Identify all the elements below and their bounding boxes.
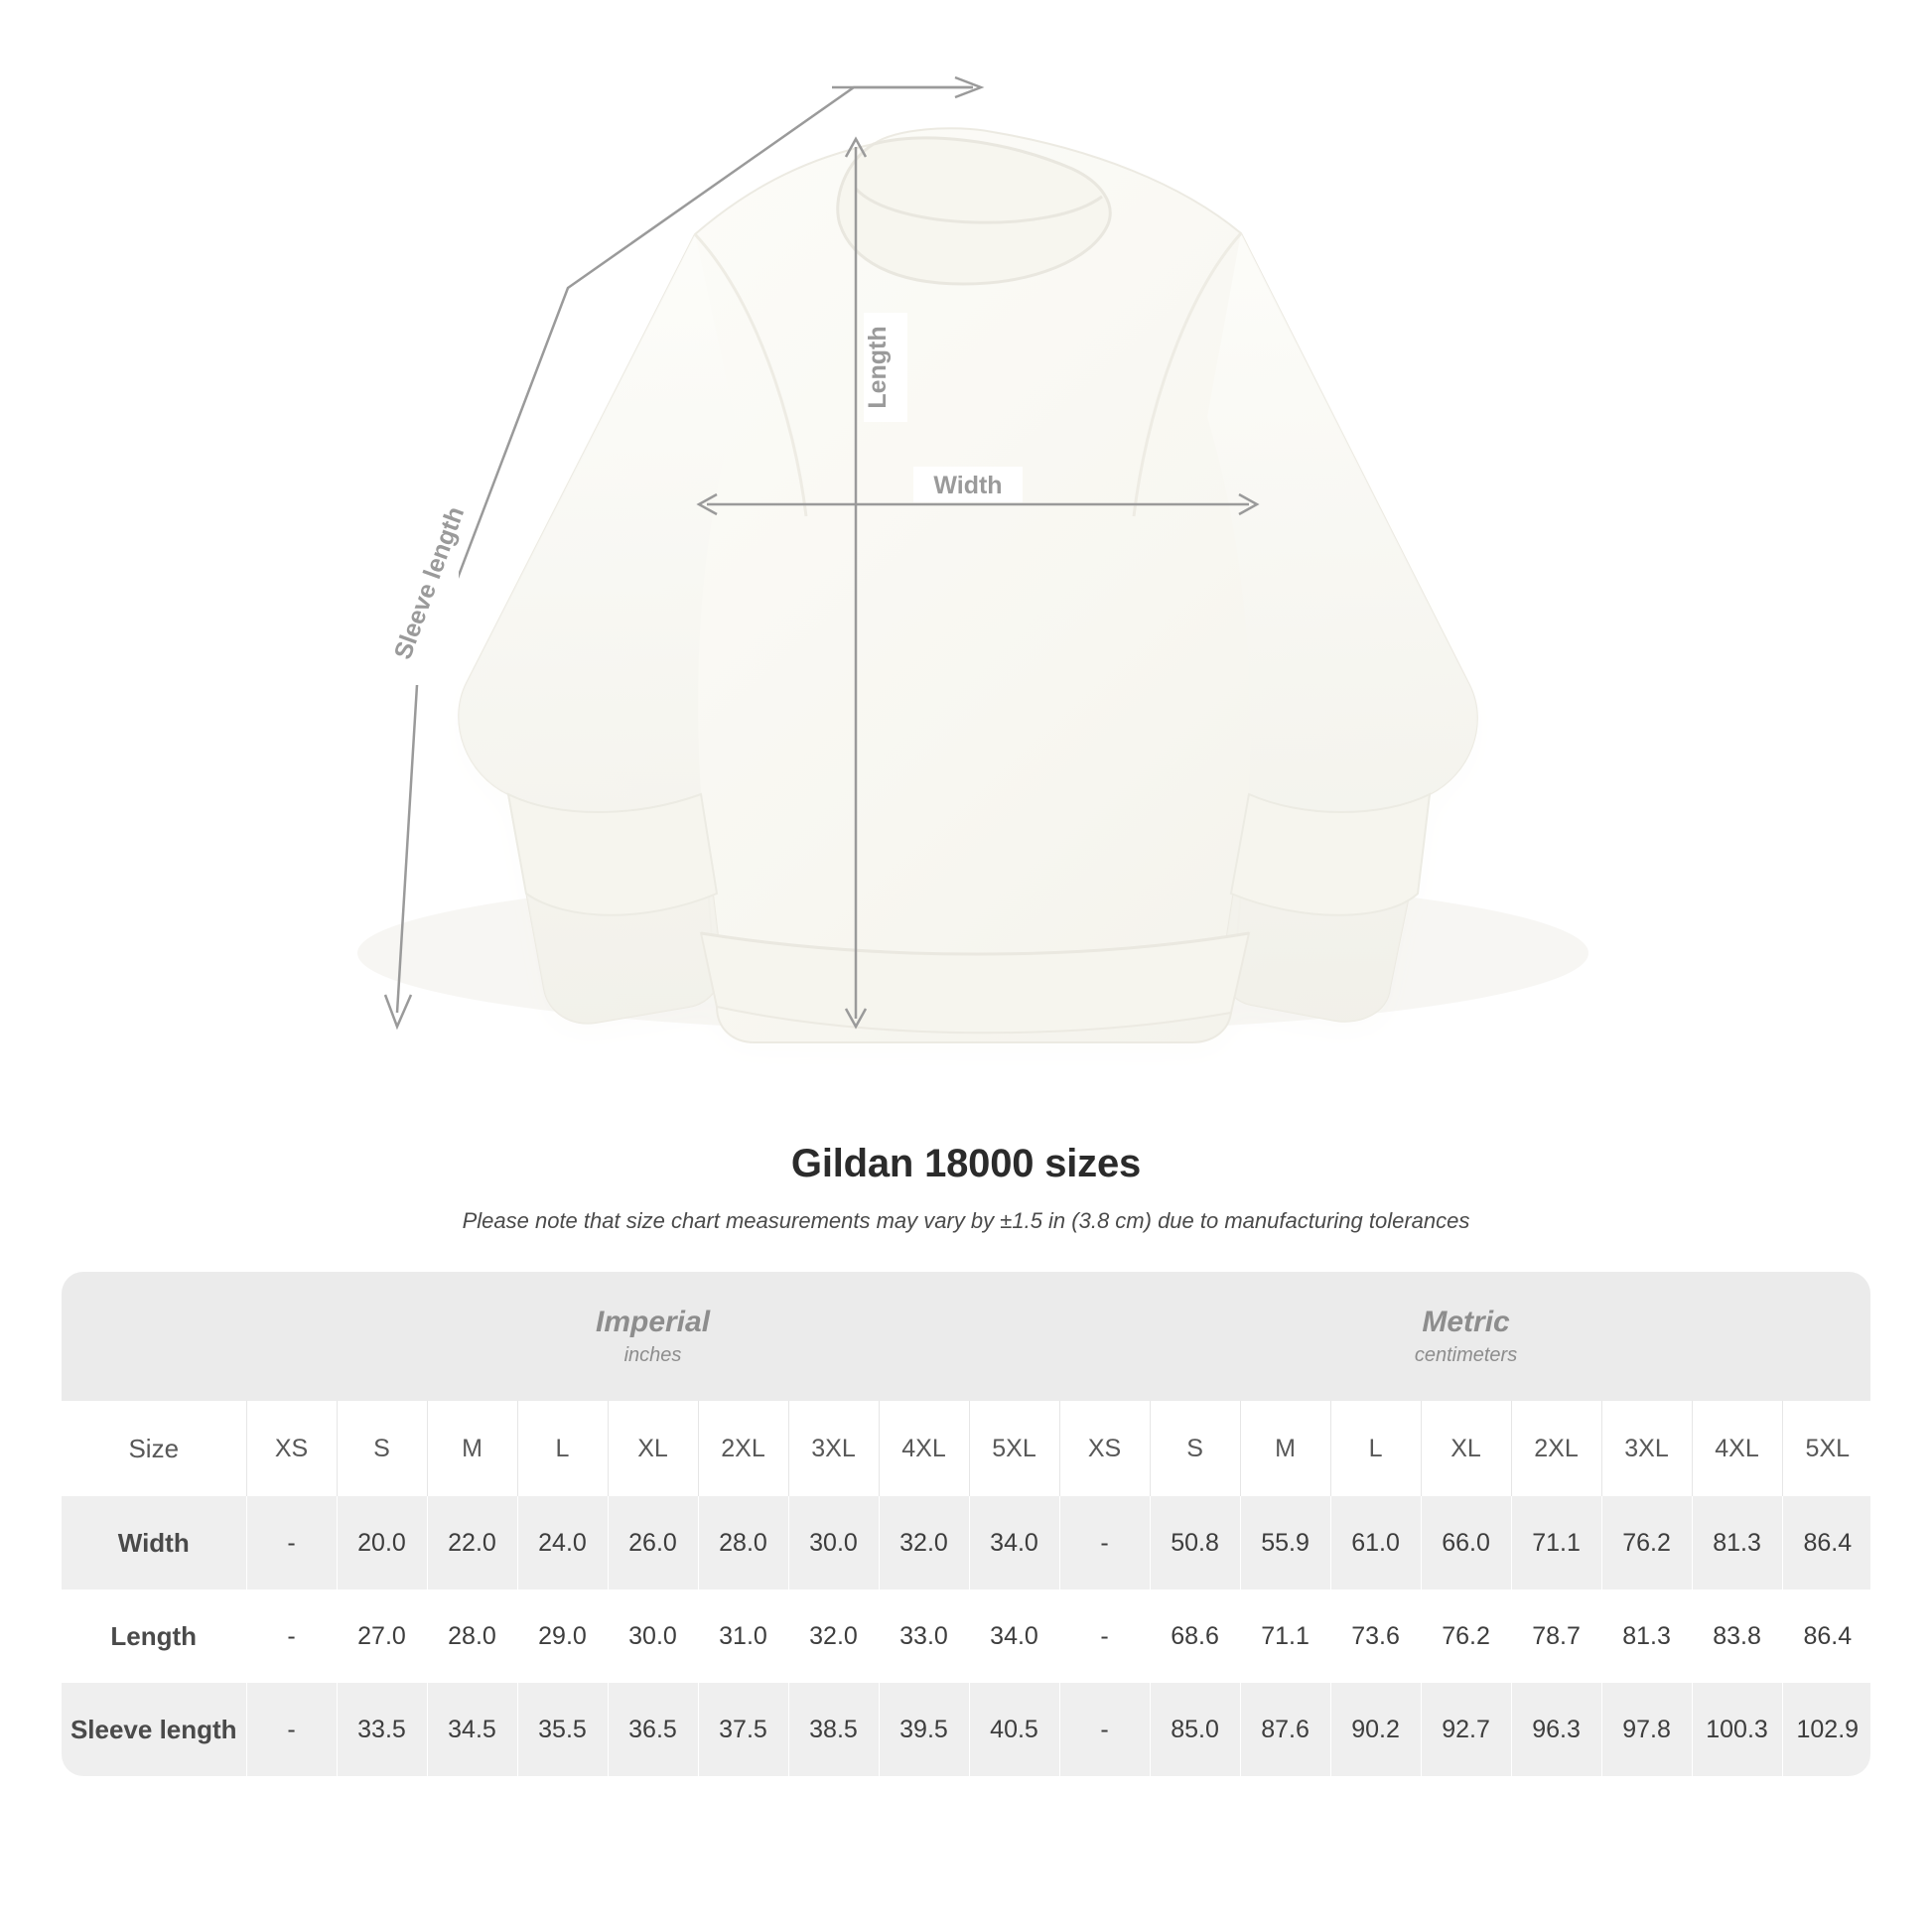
- cell-sleeve-imperial-3xl: 38.5: [788, 1683, 879, 1776]
- cell-width-metric-5xl: 86.4: [1782, 1496, 1870, 1589]
- cell-width-imperial-xl: 26.0: [608, 1496, 698, 1589]
- header-size: Size: [62, 1401, 246, 1496]
- metric-unit: centimeters: [1414, 1343, 1518, 1366]
- tolerance-note: Please note that size chart measurements may vary by ±1.5 in (3.8 cm) due to manufacturing tolerances: [462, 1208, 1470, 1233]
- cell-width-metric-m: 55.9: [1240, 1496, 1330, 1589]
- cell-width-imperial-xs: -: [246, 1496, 337, 1589]
- cell-length-imperial-3xl: 32.0: [788, 1589, 879, 1683]
- row-label-length: Length: [62, 1589, 246, 1683]
- header-metric-xl: XL: [1421, 1401, 1511, 1496]
- cell-width-metric-4xl: 81.3: [1692, 1496, 1782, 1589]
- cell-width-imperial-5xl: 34.0: [969, 1496, 1059, 1589]
- cell-sleeve-metric-4xl: 100.3: [1692, 1683, 1782, 1776]
- metric-name: Metric: [1422, 1306, 1510, 1339]
- imperial-unit: inches: [623, 1343, 682, 1366]
- cell-sleeve-metric-3xl: 97.8: [1601, 1683, 1692, 1776]
- cell-sleeve-metric-2xl: 96.3: [1511, 1683, 1601, 1776]
- cell-sleeve-imperial-4xl: 39.5: [879, 1683, 969, 1776]
- cell-sleeve-metric-l: 90.2: [1330, 1683, 1421, 1776]
- row-label-width: Width: [62, 1496, 246, 1589]
- cell-length-imperial-xs: -: [246, 1589, 337, 1683]
- cell-length-metric-l: 73.6: [1330, 1589, 1421, 1683]
- width-label: Width: [933, 472, 1003, 499]
- header-metric-2xl: 2XL: [1511, 1401, 1601, 1496]
- cell-length-imperial-s: 27.0: [337, 1589, 427, 1683]
- header-imperial-3xl: 3XL: [788, 1401, 879, 1496]
- right-cuff: [1231, 794, 1430, 915]
- cell-sleeve-imperial-s: 33.5: [337, 1683, 427, 1776]
- cell-length-imperial-m: 28.0: [427, 1589, 517, 1683]
- header-imperial-4xl: 4XL: [879, 1401, 969, 1496]
- header-metric-5xl: 5XL: [1782, 1401, 1870, 1496]
- page-title: Gildan 18000 sizes: [790, 1142, 1142, 1185]
- cell-length-imperial-xl: 30.0: [608, 1589, 698, 1683]
- sys-corner-cell: [62, 1272, 246, 1401]
- left-cuff: [508, 794, 717, 915]
- cell-length-metric-m: 71.1: [1240, 1589, 1330, 1683]
- table-row: [62, 1683, 1870, 1776]
- cell-length-imperial-2xl: 31.0: [698, 1589, 788, 1683]
- imperial-name: Imperial: [595, 1306, 711, 1339]
- cell-length-metric-5xl: 86.4: [1803, 1621, 1853, 1650]
- cell-sleeve-imperial-m: 34.5: [427, 1683, 517, 1776]
- header-metric-s: S: [1150, 1401, 1240, 1496]
- cell-length-metric-2xl: 78.7: [1511, 1589, 1601, 1683]
- cell-sleeve-metric-5xl: 102.9: [1782, 1683, 1870, 1776]
- header-imperial-2xl: 2XL: [698, 1401, 788, 1496]
- cell-width-imperial-l: 24.0: [517, 1496, 608, 1589]
- header-metric-4xl: 4XL: [1692, 1401, 1782, 1496]
- cell-sleeve-metric-s: 85.0: [1150, 1683, 1240, 1776]
- size-table: [62, 1272, 1870, 1776]
- cell-width-metric-3xl: 76.2: [1601, 1496, 1692, 1589]
- size-table-container: [62, 1272, 1870, 1776]
- header-metric-xs: XS: [1059, 1401, 1150, 1496]
- header-imperial-m: M: [427, 1401, 517, 1496]
- cell-width-imperial-s: 20.0: [337, 1496, 427, 1589]
- row-label-sleeve-length: Sleeve length: [62, 1683, 246, 1776]
- cell-length-metric-xs: -: [1059, 1589, 1150, 1683]
- cell-sleeve-imperial-2xl: 37.5: [698, 1683, 788, 1776]
- header-imperial-xs: XS: [246, 1401, 337, 1496]
- unit-system-row: [62, 1272, 1870, 1401]
- cell-length-metric-4xl: 83.8: [1692, 1589, 1782, 1683]
- header-imperial-l: L: [517, 1401, 608, 1496]
- cell-length-imperial-4xl: 33.0: [879, 1589, 969, 1683]
- cell-sleeve-metric-xs: -: [1059, 1683, 1150, 1776]
- cell-sleeve-metric-m: 87.6: [1240, 1683, 1330, 1776]
- cell-sleeve-imperial-xs: -: [246, 1683, 337, 1776]
- cell-length-imperial-5xl: 34.0: [969, 1589, 1059, 1683]
- header-imperial-xl: XL: [608, 1401, 698, 1496]
- cell-width-metric-s: 50.8: [1150, 1496, 1240, 1589]
- table-row: [62, 1589, 1870, 1683]
- header-imperial-s: S: [337, 1401, 427, 1496]
- cell-length-metric-3xl: 81.3: [1601, 1589, 1692, 1683]
- cell-width-imperial-2xl: 28.0: [698, 1496, 788, 1589]
- header-metric-l: L: [1330, 1401, 1421, 1496]
- table-row: [62, 1496, 1870, 1589]
- header-imperial-5xl: 5XL: [969, 1401, 1059, 1496]
- size-header-row: [62, 1401, 1870, 1496]
- metric-header-cell: [1059, 1272, 1870, 1401]
- sleeve-length-label: Sleeve length: [388, 502, 471, 663]
- cell-width-metric-xl: 66.0: [1421, 1496, 1511, 1589]
- cell-width-metric-l: 61.0: [1330, 1496, 1421, 1589]
- cell-length-imperial-l: 29.0: [517, 1589, 608, 1683]
- cell-sleeve-imperial-xl: 36.5: [608, 1683, 698, 1776]
- cell-width-metric-xs: -: [1059, 1496, 1150, 1589]
- cell-length-metric-s: 68.6: [1150, 1589, 1240, 1683]
- cell-sleeve-metric-xl: 92.7: [1421, 1683, 1511, 1776]
- cell-length-metric-xl: 76.2: [1421, 1589, 1511, 1683]
- length-label: Length: [864, 326, 892, 409]
- imperial-header-cell: [246, 1272, 1059, 1401]
- cell-width-imperial-m: 22.0: [427, 1496, 517, 1589]
- title-block: [0, 1142, 1932, 1234]
- cell-width-imperial-3xl: 30.0: [788, 1496, 879, 1589]
- cell-sleeve-imperial-l: 35.5: [517, 1683, 608, 1776]
- sweatshirt-shape: [459, 128, 1477, 1042]
- header-metric-3xl: 3XL: [1601, 1401, 1692, 1496]
- cell-width-imperial-4xl: 32.0: [879, 1496, 969, 1589]
- header-metric-m: M: [1240, 1401, 1330, 1496]
- cell-sleeve-imperial-5xl: 40.5: [969, 1683, 1059, 1776]
- cell-width-metric-2xl: 71.1: [1511, 1496, 1601, 1589]
